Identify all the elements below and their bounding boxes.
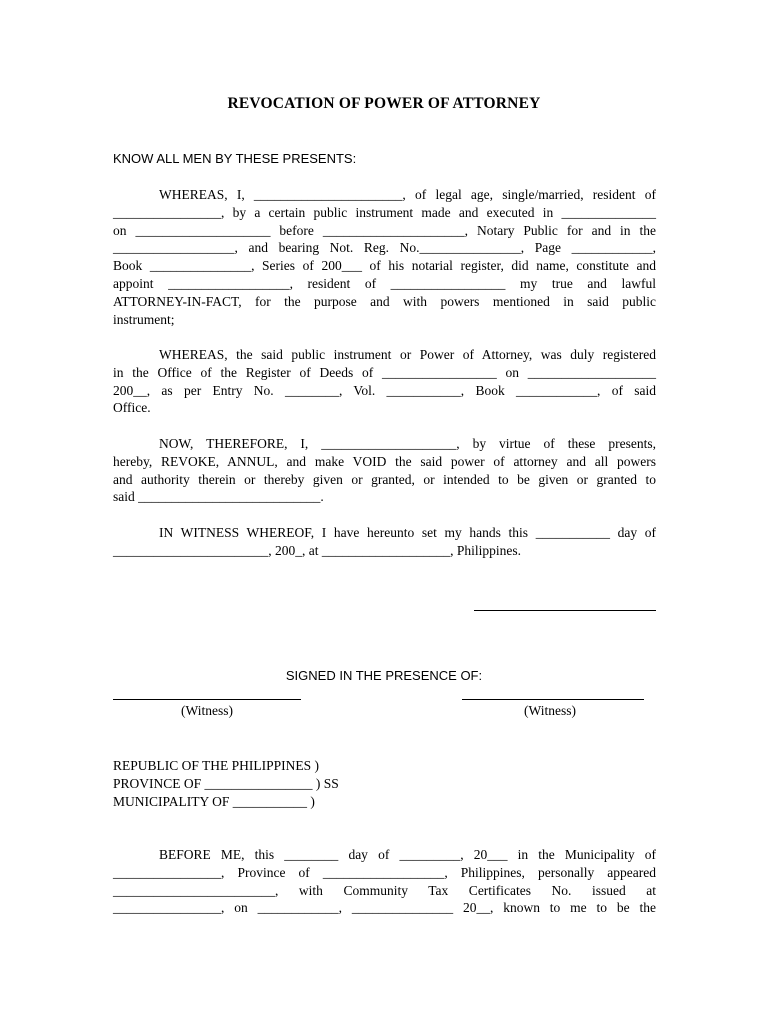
witness-signature-line-right bbox=[462, 699, 644, 700]
paragraph-line: __________________, and bearing Not. Reg. No._______________, Page ____________, bbox=[113, 240, 656, 256]
in-witness-paragraph bbox=[113, 524, 656, 560]
witness-label-right: (Witness) bbox=[524, 703, 576, 718]
venue-block bbox=[113, 757, 339, 811]
paragraph-line: Office. bbox=[113, 400, 151, 416]
paragraph-line: said ___________________________. bbox=[113, 489, 324, 505]
document-title: REVOCATION OF POWER OF ATTORNEY bbox=[227, 95, 541, 112]
paragraph-line: ________________________, with Community Tax Certificates No. issued at bbox=[113, 882, 656, 898]
paragraph-line: in the Office of the Register of Deeds of _________________ on ___________________ bbox=[113, 364, 656, 380]
venue-line: PROVINCE OF ________________ ) SS bbox=[113, 776, 339, 791]
signed-presence-heading: SIGNED IN THE PRESENCE OF: bbox=[285, 668, 483, 683]
paragraph-line: appoint __________________, resident of _________________ my true and lawful bbox=[113, 275, 656, 291]
paragraph-line: WHEREAS, the said public instrument or Power of Attorney, was duly registered bbox=[159, 347, 656, 362]
whereas-paragraph-2 bbox=[113, 346, 656, 417]
paragraph-line: 200__, as per Entry No. ________, Vol. ___________, Book ____________, of said bbox=[113, 382, 656, 398]
paragraph-line: and authority therein or thereby given or granted, or intended to be given or granted to bbox=[113, 471, 656, 487]
paragraph-line: ________________, Province of __________________, Philippines, personally appeared bbox=[113, 864, 656, 880]
now-therefore-paragraph bbox=[113, 435, 656, 506]
principal-signature-line bbox=[474, 610, 656, 611]
acknowledgment-paragraph bbox=[113, 846, 656, 917]
paragraph-line: ________________, on ____________, _______________ 20__, known to me to be the bbox=[113, 900, 656, 916]
paragraph-line: on ____________________ before _____________________, Notary Public for and in the bbox=[113, 222, 656, 238]
venue-line: MUNICIPALITY OF ___________ ) bbox=[113, 794, 315, 809]
paragraph-line: ________________, by a certain public instrument made and executed in ______________ bbox=[113, 204, 656, 220]
paragraph-line: _______________________, 200_, at ___________________, Philippines. bbox=[113, 542, 521, 558]
paragraph-line: WHEREAS, I, ______________________, of legal age, single/married, resident of bbox=[159, 187, 656, 202]
witness-label-left: (Witness) bbox=[181, 703, 233, 718]
paragraph-line: instrument; bbox=[113, 311, 175, 327]
paragraph-line: Book _______________, Series of 200___ of his notarial register, did name, constitute and bbox=[113, 258, 656, 274]
witness-signature-line-left bbox=[113, 699, 301, 700]
paragraph-line: hereby, REVOKE, ANNUL, and make VOID the said power of attorney and all powers bbox=[113, 453, 656, 469]
intro-line: KNOW ALL MEN BY THESE PRESENTS: bbox=[113, 151, 357, 166]
paragraph-line: ATTORNEY-IN-FACT, for the purpose and with powers mentioned in said public bbox=[113, 293, 656, 309]
venue-line: REPUBLIC OF THE PHILIPPINES ) bbox=[113, 758, 320, 773]
whereas-paragraph-1 bbox=[113, 186, 656, 328]
paragraph-line: NOW, THEREFORE, I, ____________________, by virtue of these presents, bbox=[159, 436, 656, 451]
paragraph-line: IN WITNESS WHEREOF, I have hereunto set my hands this ___________ day of bbox=[159, 525, 656, 540]
paragraph-line: BEFORE ME, this ________ day of _________, 20___ in the Municipality of bbox=[159, 847, 656, 862]
